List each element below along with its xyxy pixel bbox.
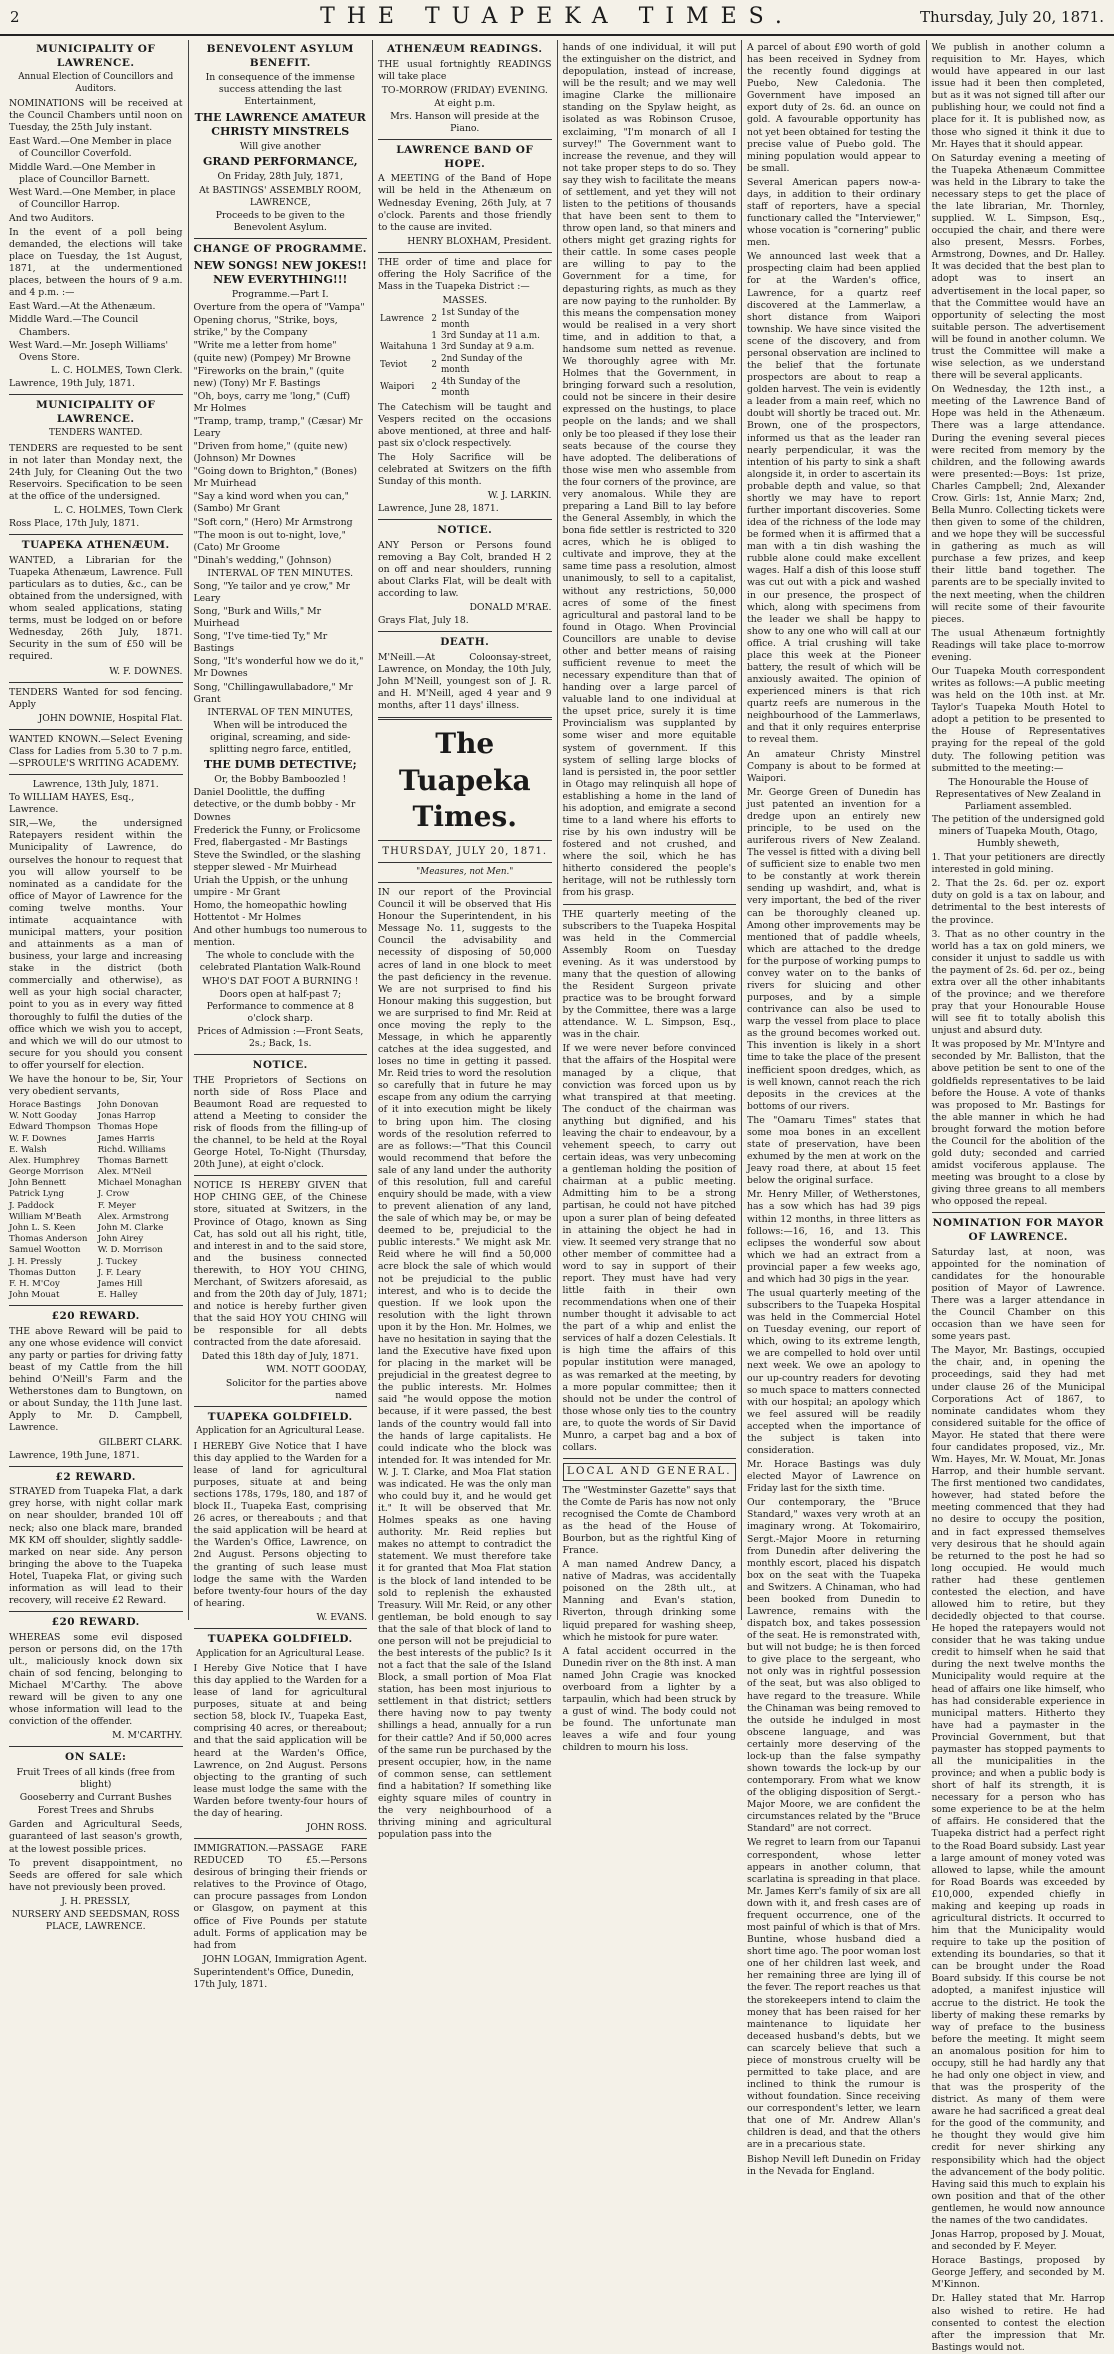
heading: NOTICE. <box>437 524 493 537</box>
column-6 <box>927 40 1111 2353</box>
divider <box>9 1611 183 1612</box>
subheading: Application for an Agricultural Lease. <box>196 1648 365 1659</box>
paragraph: THE order of time and place for offering the Holy Sacrifice of the Mass in the Tuapeka District :— <box>378 256 552 293</box>
news-item: An amateur Christy Minstrel Company is about to be formed at Waipori. <box>747 748 921 784</box>
divider <box>563 904 737 905</box>
paragraph: THE above Reward will be paid to any one whose evidence will convict any party or parties for driving fatty beast of my Cattle from the hill behind O'Neill's Farm and the Wetherstones dam to Bungtown, on or about Sunday, the 11th June last. Apply to Mr. D. Campbell, Lawrence. <box>9 1325 183 1434</box>
interval: INTERVAL OF TEN MINUTES. <box>207 567 354 579</box>
cell-place: Lawrence <box>380 313 424 324</box>
table-heading: MASSES. <box>442 295 488 307</box>
heading: TUAPEKA ATHENÆUM. <box>21 539 170 552</box>
cell-place <box>378 331 429 342</box>
paragraph: The Holy Sacrifice will be celebrated at Switzers on the fifth Sunday of this month. <box>378 451 552 488</box>
cell-count: 2 <box>431 359 437 370</box>
signature: GILBERT CLARK. <box>98 1436 183 1448</box>
place-item: Middle Ward.—The Council Chambers. <box>9 314 139 338</box>
farce-title: THE DUMB DETECTIVE; <box>203 758 357 771</box>
event-date: On Friday, 28th July, 1871, <box>217 171 344 183</box>
paragraph: WHO'S DAT FOOT A BURNING ! <box>202 975 359 987</box>
report-paragraph: Horace Bastings, proposed by George Jeffery, and seconded by M. M'Kinnon. <box>931 2255 1105 2291</box>
programme-item: "Say a kind word when you can," (Sambo) Mr Grant <box>193 491 349 515</box>
programme-item: Song, "I've time-tied Ty," Mr Bastings <box>193 631 328 655</box>
news-item: The "Oamaru Times" states that some moa bones in an excellent state of preservation, have been exhumed by the men at work on the Jeavy road there, at about 15 feet below the original surface. <box>747 1114 921 1187</box>
heading: NOMINATION FOR MAYOR OF LAWRENCE. <box>932 1217 1104 1244</box>
paragraph: WHEREAS some evil disposed person or persons did, on the 17th ult., maliciously knock down six chain of sod fencing, belonging to Michael M'Carthy. The above reward will be given to any one whose information will lead to the conviction of the offender. <box>9 1631 183 1728</box>
signature-detail: NURSERY AND SEEDSMAN, ROSS PLACE, LAWRENCE. <box>11 1908 180 1933</box>
paragraph: WANTED KNOWN.—Select Evening Class for Ladies from 5.30 to 7 p.m.—SPROULE'S WRITING ACADEMY. <box>9 733 183 769</box>
signature: W. F. DOWNES. <box>109 665 183 677</box>
paragraph: NOTICE IS HEREBY GIVEN that HOP CHING GEE, of the Chinese store, situated at Switzers, in the Province of Otago, known as Sing Cat, has sold out all his right, title, and interest in and to the said store, and the business connected therewith, to HOY YOU CHING, Merchant, of Switzers aforesaid, as and from the 20th day of July, 1871; and notice is hereby further given that the said HOY YOU CHING will be responsible for all debts contracted from the date aforesaid. <box>193 1180 367 1349</box>
table-row <box>378 354 552 377</box>
mass-schedule <box>378 308 552 399</box>
editorial-paragraph: If we were never before convinced that the affairs of the Hospital were managed by a clique, that conviction was forced upon us by what transpired at that meeting. The conduct of the chairman was anything but dignified, and his leaving the chair to endeavour, by a vehement speech, to carry out certain ideas, was very unbecoming a gentleman holding the position of chairman at a public meeting. Admitting him to be a strong partisan, he could not have pitched upon a surer plan of being defeated in attaining the object he had in view. It seemed very strange that no other member of committee had a word to say in support of their report. They must have had very little faith in their own recommendations when one of their number thought it advisable to act the part of a whip and enlist the services of half a dozen Celestials. It is high time the affairs of this popular institution were managed, as was remarked at the meeting, by a more popular committee; then it should not be under the control of those whose only ties to the country are, to quote the words of Sir David Munro, a carpet bag and a box of collars. <box>562 1043 736 1453</box>
divider <box>378 139 552 140</box>
heading: TUAPEKA GOLDFIELD. <box>207 1410 353 1423</box>
news-item: On Wednesday, the 12th inst., a meeting of the Lawrence Band of Hope was held in the Athenæum. There was a large attendance. During the evening several pieces were recited from memory by the children, and the following awards were presented:—Boys: 1st prize, Charles Campbell; 2nd, Alexander Crow. Girls: 1st, Annie Marx; 2nd, Bella Munro. Collecting tickets were then given to some of the children, and we hope they will be successful in gathering as much as will purchase a few prizes, and keep their little band together. The parents are to be specially invited to the next meeting, when the children will recite some of their favourite pieces. <box>931 384 1105 625</box>
cast-item: Frederick the Funny, or Frolicsome Fred, flabergasted - Mr Bastings <box>193 824 361 848</box>
cell-count: 2 <box>431 382 437 393</box>
columns <box>4 40 1110 2353</box>
signatory: F. H. M'Coy <box>9 1278 60 1289</box>
subheading: Application for an Agricultural Lease. <box>196 1426 365 1437</box>
petition-line: 3. That as no other country in the world has a tax on gold miners, we consider it unjust to saddle us with the payment of 2s. 6d. per oz., being extra over all the other inhabitants of the province; and we therefore pray that your Honourable House will see fit to totally abolish this unjust and absurd duty. <box>931 928 1105 1037</box>
news-item: A man named Andrew Dancy, a native of Madras, was accidentally poisoned on the 28th ult., at Manning and Evan's station, Riverton, through drinking some liquid prepared for washing sheep, which he mistook for pure water. <box>562 1559 736 1643</box>
programme-item: "Oh, boys, carry me 'long," (Cuff) Mr Holmes <box>193 390 351 414</box>
event-venue: At BASTINGS' ASSEMBLY ROOM, LAWRENCE, <box>199 184 362 208</box>
divider <box>563 1458 737 1459</box>
signatory: J. Paddock <box>9 1200 54 1211</box>
signatory: James Hill <box>97 1278 143 1289</box>
signatory: Michael Monaghan <box>97 1178 182 1189</box>
paragraph: Proceeds to be given to the Benevolent Asylum. <box>215 209 345 233</box>
divider <box>9 1466 183 1467</box>
news-item: The usual Athenæum fortnightly Readings will take place to-morrow evening. <box>931 627 1105 663</box>
paragraph: ANY Person or Persons found removing a Bay Colt, branded H 2 on off and near shoulders, running about Clarks Flat, will be dealt with according to law. <box>378 539 552 600</box>
signatory: Alex. Humphrey <box>9 1155 80 1166</box>
signatory: George Morrison <box>9 1167 84 1178</box>
editorial-masthead: The Tuapeka Times. <box>398 727 531 834</box>
paragraph: Or, the Bobby Bamboozled ! <box>214 774 347 786</box>
paragraph: Mrs. Hanson will preside at the Piano. <box>390 110 540 135</box>
cell-place: Waitahuna <box>380 342 428 353</box>
news-item: The usual quarterly meeting of the subscribers to the Tuapeka Hospital was held in the Commercial Hotel on Tuesday evening, our report of which, owing to its extreme length, we are compelled to hold over until next week. We owe an apology to our up-country readers for devoting so much space to matters connected with our hospital; an apology which we feel assured will be readily accepted when the importance of the subject is taken into consideration. <box>747 1287 921 1456</box>
column-2 <box>189 40 374 1990</box>
column-1 <box>4 40 189 1933</box>
signatory: John Mouat <box>9 1290 60 1301</box>
paragraph: TO-MORROW (FRIDAY) EVENING. <box>381 84 548 96</box>
paragraph: Doors open at half-past 7; Performance to commence at 8 o'clock sharp. <box>206 988 354 1024</box>
news-item: We regret to learn from our Tapanui correspondent, whose letter appears in another column, that scarlatina is spreading in that place. Mr. James Kerr's family of six are all down with it, and fresh cases are of frequent occurrence, one of the most painful of which is that of Mrs. Buntine, whose husband died a short time ago. The poor woman lost one of her children last week, and her remaining three are lying ill of the fever. The report reaches us that the storekeepers intend to claim the money that has been raised for her maintenance to liquidate her deceased husband's debts, but we can scarcely believe that such a piece of monstrous cruelty will be permitted to take place, and are inclined to think the rumour is without foundation. Since receiving our correspondent's letter, we learn that one of Mr. Andrew Allan's children is dead, and that the others are in a precarious state. <box>747 1837 921 2151</box>
editorial-paragraph: hands of one individual, it will put the extinguisher on the district, and depopulation, instead of increase, will be the result; and we may well imagine Clarke the millionaire standing on the Spylaw height, as isolated as was Robinson Crusoe, exclaiming, "I'm monarch of all I survey!" The Government want to increase the revenue, and they will not take proper steps to do so. They say they wish to facilitate the means of settlement, and yet they will not listen to the petitions of thousands that have been sent to them to throw open land, so that miners and others might get grazing rights for their cattle. In some cases people are willing to pay to the Government for a time, for depasturing rights, as much as they are now paying to the runholder. By this means the compensation money would be realised in a very short time, and in addition to that, a handsome sum netted as revenue. We thoroughly agree with Mr. Holmes that the Government, in bringing forward such a resolution, could not be sincere in their desire expressed on the hustings, to place people on the lands; and we shall only be too pleased if they lose their seats because of the course they have adopted. The deliberations of those wise men who assemble from the four corners of the province, are very anomalous. While they are preparing a Land Bill to lay before the General Assembly, in which the bona fide settler is restricted to 320 acres, which he is obliged to cultivate and improve, they at the same time pass a resolution, almost unanimously, to sell to a capitalist, without any restrictions, 50,000 acres of some of the finest agricultural and pastoral land to be found in Otago. When Provincial Councillors are unable to devise other and better means of raising sufficient revenue to meet the necessary expenditure than that of handing over a large parcel of valuable land to one individual at the upset price, surely it is time Provincialism was supplanted by some wiser and more equitable system of government. If this system of selling large blocks of land is persisted in, the poor settler in Otago may relinquish all hope of establishing a home in the land of his adoption, and emigrate a second time to a land where his efforts to rise by his own industry will be fostered and not crushed, and where the soil, which he has hitherto considered the people's heritage, will not be ruthlessly torn from his grasp. <box>562 42 736 899</box>
signatory: Horace Bastings <box>9 1100 82 1111</box>
news-item: Mr. George Green of Dunedin has just patented an invention for a dredge upon an entirely new principle, to be used on the auriferous rivers of New Zealand. The vessel is fitted with a diving bell of sufficient size to enable two men to be constantly at work therein sending up washdirt, and, what is very important, the bed of the river can be thoroughly cleaned up. Among other improvements may be mentioned that of paddle wheels, which are attached to the dredge for the purpose of working pumps to convey water on to the banks of rivers for sluicing and other purposes, and by a simple contrivance can also be used to warp the vessel from place to place as the ground becomes worked out. This invention is likely in a short time to take the place of the present inefficient spoon dredges, which, as is well known, cannot reach the rich deposits in the crevices at the bottoms of our rivers. <box>747 786 921 1112</box>
paragraph: THE Proprietors of Sections on north side of Ross Place and Beaumont Road are requested to attend a Meeting to consider the risk of floods from the filling-up of the channel, to be held at the Royal George Hotel, To-Night (Thursday, 20th June), at eight o'clock. <box>193 1074 367 1171</box>
signatory: F. Meyer <box>97 1200 136 1211</box>
news-item: Mr. Henry Miller, of Wetherstones, has a sow which has had 39 pigs within 12 months, in three litters as follows:—16, 16, and 13. This eclipses the wonderful sow about which we had an extract from a provincial paper a few weeks ago, and which had 30 pigs in the year. <box>747 1189 921 1285</box>
cast-item: And other humbugs too numerous to mention. <box>193 925 368 949</box>
divider <box>378 252 552 253</box>
cell-when: 2nd Sunday of the month <box>440 353 523 376</box>
paragraph: In consequence of the immense success attending the last Entertainment, <box>205 72 355 108</box>
page-number: 2 <box>10 8 20 26</box>
news-item: Several American papers now-a-days, in addition to their ordinary staff of reporters, have a special functionary called the "Interviewer," whose vocation is "cornering" public men. <box>747 176 921 249</box>
paragraph: WANTED, a Librarian for the Tuapeka Athenæum, Lawrence. Full particulars as to duties, &c., can be obtained from the undersigned, with whom sealed applications, stating terms, must be lodged on or before Wednesday, 26th July, 1871. Security in the sum of £50 will be required. <box>9 554 183 663</box>
sale-item: Gooseberry and Currant Bushes <box>19 1792 172 1804</box>
divider <box>9 729 183 730</box>
table-row <box>378 342 552 353</box>
dateline: Lawrence, 19th July, 1871. <box>9 377 135 389</box>
heading: ATHENÆUM READINGS. <box>386 43 543 55</box>
paragraph: At eight p.m. <box>434 97 496 109</box>
signature: HENRY BLOXHAM, President. <box>407 235 552 247</box>
paragraph: THE usual fortnightly READINGS will take place <box>378 58 552 82</box>
divider <box>194 1175 368 1176</box>
dateline: Lawrence, 13th July, 1871. <box>32 779 159 791</box>
signatory: John M. Clarke <box>97 1222 164 1233</box>
paragraph: STRAYED from Tuapeka Flat, a dark grey horse, with night collar mark on near shoulder, branded 10l off neck; also one black mare, branded MK KM off shoulder, slightly saddle-marked on near side. Any person bringing the above to the Tuapeka Hotel, Tuapeka Flat, or giving such information as will lead to their recovery, will receive £2 Reward. <box>9 1486 183 1607</box>
paragraph: TENDERS are requested to be sent in not later than Monday next, the 24th July, for Cleaning Out the two Reservoirs. Specification to be seen at the office of the undersigned. <box>9 442 183 502</box>
cell-when: 1st Sunday of the month <box>440 308 520 330</box>
cell-count: 2 <box>431 313 437 324</box>
signatory: Thomas Dutton <box>9 1267 76 1278</box>
signatory: J. H. Pressly <box>9 1256 62 1267</box>
cell-when: 3rd Sunday at 9 a.m. <box>440 342 535 353</box>
programme-item: Opening chorus, "Strike, boys, strike," by the Company <box>193 315 338 339</box>
news-item: A parcel of about £90 worth of gold has been received in Sydney from the recently found diggings at Puebo, New Caledonia. The Government have imposed an export duty of 2s. 6d. an ounce on gold. A favourable opportunity has not yet been obtained for testing the precise value of Puebo gold. The mining population would appear to be small. <box>747 42 921 174</box>
paragraph: When will be introduced the original, screaming, and side-splitting negro farce, entitled, <box>209 719 352 755</box>
signature: JOHN DOWNIE, Hospital Flat. <box>38 712 183 724</box>
signatory: W. F. Downes <box>9 1133 67 1144</box>
signatory: Thomas Anderson <box>9 1234 88 1245</box>
signatory: John Bennett <box>9 1178 66 1189</box>
editorial-motto: "Measures, not Men." <box>416 866 514 877</box>
paragraph: SIR,—We, the undersigned Ratepayers resident within the Municipality of Lawrence, do ourselves the honour to request that you will allow yourself to be nominated as a candidate for the office of Mayor of Lawrence for the coming twelve months. Your intimate acquaintance with municipal matters, your position and attainments as a man of business, your large and increasing stake in the district (both commercially and otherwise), as well as your high social character, point to you as in every way fitted thoroughly to fulfil the duties of the office which we wish you to accept, and which we will do our utmost to secure for you should you consent to offer yourself for election. <box>9 818 183 1071</box>
dateline: Lawrence, 19th June, 1871. <box>9 1449 140 1461</box>
cast-item: Daniel Doolittle, the duffing detective, or the dumb bobby - Mr Downes <box>193 787 356 823</box>
heading: MUNICIPALITY OF LAWRENCE. <box>36 43 156 69</box>
heading: MUNICIPALITY OF LAWRENCE. <box>36 398 156 425</box>
programme-item: Song, "Chillingawullabadore," Mr Grant <box>193 681 353 705</box>
addressee: To WILLIAM HAYES, Esq., Lawrence. <box>9 792 135 816</box>
divider <box>194 1406 368 1407</box>
signatory: John Donovan <box>97 1100 159 1111</box>
signatory: W. D. Morrison <box>97 1245 163 1256</box>
signatory: Thomas Barnett <box>97 1155 168 1166</box>
cast-item: Uriah the Uppish, or the unhung umpire - Mr Grant <box>193 874 348 898</box>
signatory: John L. S. Keen <box>9 1222 76 1233</box>
dateline: Dated this 18th day of July, 1871. <box>201 1351 359 1363</box>
sale-item: Forest Trees and Shrubs <box>37 1805 154 1817</box>
petition-line: The petition of the undersigned gold miners of Tuapeka Mouth, Otago, Humbly sheweth, <box>931 813 1105 850</box>
divider <box>194 1628 368 1629</box>
signatory: Alex. Armstrong <box>97 1211 169 1222</box>
signature-detail: Solicitor for the parties above named <box>225 1377 367 1401</box>
sale-item: Fruit Trees of all kinds (free from blight) <box>16 1767 175 1791</box>
signature: DONALD M'RAE. <box>469 602 552 614</box>
divider <box>378 717 552 720</box>
issue-date: Thursday, July 20, 1871. <box>919 8 1104 26</box>
paragraph: IMMIGRATION.—PASSAGE FARE REDUCED TO £5.—Persons desirous of bringing their friends or relatives to the Province of Otago, can procure passages from London or Glasgow, on payment at this office of Five Pounds per statute adult. Forms of application may be had from <box>193 1843 367 1951</box>
cell-place: Teviot <box>380 359 408 370</box>
signatory: E. Halley <box>97 1290 138 1301</box>
petition-line: 1. That your petitioners are directly interested in gold mining. <box>931 852 1105 876</box>
signatory: J. F. Leary <box>97 1267 141 1278</box>
news-item: Our Tuapeka Mouth correspondent writes as follows:—A public meeting was held on the 10th inst. at Mr. Taylor's Tuapeka Mouth Hotel to adopt a petition to be presented to the House of Representatives praying for the repeal of the gold duty. The following petition was submitted to the meeting:— <box>931 665 1105 774</box>
divider <box>378 882 552 883</box>
paragraph: NOMINATIONS will be received at the Council Chambers until noon on Tuesday, the 25th July instant. <box>9 98 183 134</box>
dateline: Ross Place, 17th July, 1871. <box>9 518 140 530</box>
signature: JOHN ROSS. <box>306 1822 367 1833</box>
divider <box>194 1054 368 1055</box>
divider <box>378 631 552 632</box>
news-item: On Saturday evening a meeting of the Tuapeka Athenæum Committee was held in the Library to take the necessary steps to get the place of the late librarian, Mr. Thornley, supplied. W. L. Simpson, Esq., occupied the chair, and there were also present, Messrs. Forbes, Armstrong, Downes, and Dr. Halley. It was decided that the best plan to adopt was to insert an advertisement in the local paper, so that the Committee would have an opportunity of selecting the most suitable person. The advertisement will be found in another column. We trust the Committee will make a wise selection, as we understand there will be several applicants. <box>931 152 1105 382</box>
ward-item: East Ward.—One Member in place of Councillor Coverfold. <box>9 136 172 160</box>
table-row <box>378 377 552 400</box>
paragraph: TENDERS Wanted for sod fencing. Apply <box>9 686 183 710</box>
programme-item: "Soft corn," (Hero) Mr Armstrong <box>193 516 353 528</box>
cell-count: 1 <box>431 342 437 353</box>
paragraph: Garden and Agricultural Seeds, guaranteed of last season's growth, at the lowest possible prices. <box>9 1819 183 1855</box>
programme-item: Song, "It's wonderful how we do it," Mr Downes <box>193 656 364 680</box>
signatory: Thomas Hope <box>97 1122 158 1133</box>
cell-when: 4th Sunday of the month <box>440 376 521 399</box>
signature: W. J. LARKIN. <box>487 490 552 502</box>
report-paragraph: Dr. Halley stated that Mr. Harrop also wished to retire. He had consented to contest the election after the impression that Mr. Bastings would not. <box>931 2293 1105 2353</box>
subheading: Programme.—Part I. <box>231 289 329 301</box>
editorial-paragraph: IN our report of the Provincial Council it will be observed that His Honour the Superintendent, in his Message No. 11, suggests to the Council the advisability and necessity of disposing of 50,000 acres of land in one block to meet the past deficiency in the revenue. We are not surprised to find his Honour making this suggestion, but we are surprised to find Mr. Reid at once moving the reply to the Message, in which he apparently catches at the idea suggested, and loses no time in getting it passed. Mr. Reid tries to word the resolution so carefully that in future he may escape from any odium the carrying of it into execution might be likely to bring upon him. The closing words of the resolution referred to are as follows:—"That this Council would recommend that before the sale of any land under the authority of this resolution, full and careful enquiry should be made, with a view to prevent alienation of any land, the sale of which may be, or may be deemed to be, prejudicial to the public interests." We might ask Mr. Reid where he will find a 50,000 acre block the sale of which would not be prejudicial to the public interest, and who is to decide the question. If we look upon the resolution with the light thrown upon it by the Hon. Mr. Holmes, we have no hesitation in saying that the land the Executive have fixed upon for placing in the market will be prejudicial in the greatest degree to the public interests. Mr. Holmes said "he would oppose the motion because, if it were passed, the best lands of the country would fall into the hands of large capitalists. He could indicate who the block was intended for. It was intended for Mr. W. J. T. Clarke, and Moa Flat station was indicated. He was the only man who could buy it, and he would get it." It will be observed that Mr. Holmes speaks as one having authority. Mr. Reid replies but makes no attempt to contradict the statement. We must therefore take it for granted that Moa Flat station is the block of land intended to be sold to replenish the exhausted Treasury. Will Mr. Reid, or any other gentleman, be bold enough to say that the sale of that block of land to one person will not be prejudicial to the best interests of the public? Is it not a fact that the sale of the Island Block, a small portion of Moa Flat station, has been most injurious to settlement in that district; settlers there having now to pay twenty shillings a head, annually for a run for their cattle? And if 50,000 acres of the same run be purchased by the present occupier, how, in the name of common sense, can settlement find a habitation? If something like eighty square miles of country in the very neighbourhood of a thriving mining and agricultural population pass into the <box>378 887 552 1841</box>
section-heading: LOCAL AND GENERAL. <box>563 1463 737 1481</box>
divider <box>378 519 552 520</box>
heading: £20 REWARD. <box>51 1616 140 1629</box>
news-item: It was proposed by Mr. M'Intyre and seconded by Mr. Balliston, that the above petition be sent to one of the goldfields representatives to be laid before the House. A vote of thanks was proposed to Mr. Bastings for the able manner in which he had brought forward the motion before the Council for the abolition of the gold duty; seconded and carried amidst vociferous applause. The meeting was brought to a close by giving three greans to all members who opposed the repeal. <box>931 1039 1105 1208</box>
divider <box>378 840 552 841</box>
masthead <box>0 0 1114 36</box>
troupe-name: THE LAWRENCE AMATEUR CHRISTY MINSTRELS <box>194 110 366 138</box>
signatory: W. Nott Gooday <box>9 1111 77 1122</box>
news-item: Mr. Horace Bastings was duly elected Mayor of Lawrence on Friday last for the sixth time. <box>747 1459 921 1495</box>
paragraph: M'Neill.—At Coloonsay-street, Lawrence, on Monday, the 10th July, John M'Neill, youngest son of J. R. and H. M'Neill, aged 4 year and 9 months, after 11 days' illness. <box>378 652 552 712</box>
programme-item: "Driven from home," (quite new) (Johnson) Mr Downes <box>193 441 348 465</box>
signature: W. EVANS. <box>316 1611 367 1623</box>
interval: INTERVAL OF TEN MINUTES, <box>207 706 354 718</box>
news-item: We announced last week that a prospecting claim had been applied for at the Warden's office, Lawrence, for a quartz reef discovered at the Lammerlaw, a short distance from Waipori township. We have since visited the scene of the discovery, and from personal observation are inclined to the belief that the fortunate prospectors are about to reap a golden harvest. The vein is evidently a leader from a main reef, which no doubt will shortly be traced out. Mr. Brown, one of the prospectors, informed us that as the leader ran nearly perpendicular, it was the intention of his party to sink a shaft alongside it, in order to ascertain its probable depth and value, so that shortly we may have to report further important discoveries. Some idea of the richness of the lode may be formed when it is affirmed that a man with a tin dish washing the rubble alone could make excellent wages. Half a dish of this loose stuff was cut out with a pick and washed in our presence, the prospect of which, along with specimens from the leader we shall be happy to show to any one who will call at our office. A trial crushing will take place this week at the Pioneer battery, the result of which will be anxiously awaited. The opinion of experienced miners is that rich quartz reefs are numerous in the neighbourhood of the Lammerlaws, and that it only requires enterprise to reveal them. <box>747 251 921 746</box>
report-paragraph: The Mayor, Mr. Bastings, occupied the chair, and, in opening the proceedings, said they had met under clause 26 of the Municipal Corporations Act of 1867, to nominate candidates whom they considered suitable for the office of Mayor. He stated that there were four candidates proposed, viz., Mr. Wm. Hayes, Mr. W. Mouat, Mr. Jonas Harrop, and their humble servant. The first mentioned two candidates, however, had stated before the meeting commenced that they had no desire to occupy the position, and in fact expressed themselves very desirous that he should again be returned to the post he had so long occupied. He would much rather had these gentlemen contested the election, and have allowed him to retire, but they decidedly objected to that course. He hoped the ratepayers would not consider that he was taking undue credit to himself when he said that during the next twelve months the Municipality would require at the head of affairs one like himself, who has had considerable experience in municipal matters. Hitherto they have had a paymaster in the Provincial Government, but that paymaster has stopped payments to all the municipalities in the province; and when a public body is short of half its strength, it is necessary for a person who has some experience to be at the helm of affairs. He considered that the Tuapeka district had a perfect right to the Road Board subsidy. Last year a large amount of money voted was allowed to lapse, while the amount for Road Boards was exceeded by £10,000, expended chiefly in making and keeping up roads in agricultural districts. It occurred to him that the Municipality would require to take up the position of extending its boundaries, so that it can be brought under the Road Board subsidy. If this course be not adopted, a manifest injustice will accrue to the district. He took the liberty of making these remarks by way of preface to the business before the meeting. It might seem an anomalous position for him to occupy, still he had hardly any that he had only one object in view, and that was the prosperity of the district. As many of them were aware he had sacrificed a great deal for the good of the community, and he thought they would give him credit for never shirking any responsibility which had the object the advancement of the body politic. Having said this much to explain his own position and that of the other gentlemen, he would now announce the names of the two candidates. <box>931 1345 1105 2226</box>
dateline: Grays Flat, July 18. <box>378 615 469 627</box>
cell-count: 1 <box>431 331 437 342</box>
signature: M. M'CARTHY. <box>112 1730 183 1742</box>
programme-item: Song, "Ye tailor and ye crow," Mr Leary <box>193 580 350 604</box>
signature: WM. NOTT GOODAY, <box>266 1364 367 1376</box>
heading: LAWRENCE BAND OF HOPE. <box>396 144 534 170</box>
paragraph: I Hereby Give Notice that I have this day applied to the Warden for a lease of land for agricultural purposes, situate at and being section 58, block IV., Tuapeka East, comprising 40 acres, or thereabout; and that the said application will be heard at the Warden's Office, Lawrence, on 2nd August. Persons objecting to the granting of such lease must lodge the same with the Warden before twenty-four hours of the day of hearing. <box>193 1662 367 1819</box>
ward-item: Middle Ward.—One Member in place of Councillor Barnett. <box>9 161 156 185</box>
paragraph: I HEREBY Give Notice that I have this day applied to the Warden for a lease of land for agricultural purposes, situate at and being sections 178s, 179s, 180, and 187 of block II., Tuapeka East, comprising 26 acres, or thereabouts ; and that the said application will be heard at the Warden's Office, Lawrence, on 2nd August. Persons objecting to the granting of such lease must lodge the same with the Warden before twenty-four hours of the day of hearing. <box>193 1440 367 1609</box>
table-row <box>378 331 552 342</box>
paragraph: Will give another <box>239 141 321 153</box>
programme-item: "Write me a letter from home" (quite new) (Pompey) Mr Browne <box>193 340 351 364</box>
paragraph: The Catechism will be taught and Vespers recited on the occasions above mentioned, at three and half-past six o'clock respectively. <box>378 401 552 449</box>
programme-item: "Tramp, tramp, tramp," (Cæsar) Mr Leary <box>193 415 363 439</box>
table-row <box>378 308 552 331</box>
paragraph: We have the honour to be, Sir, Your very obedient servants, <box>9 1073 183 1098</box>
report-paragraph: Saturday last, at noon, was appointed for the nomination of candidates for the honourable position of Mayor of Lawrence. There was a larger attendance in the Council Chamber on this occasion than we have seen for some years past. <box>931 1246 1105 1343</box>
news-item: The "Westminster Gazette" says that the Comte de Paris has now not only recognised the Comte de Chambord as the head of the House of Bourbon, but as the rightful King of France. <box>562 1484 736 1557</box>
paragraph: A MEETING of the Band of Hope will be held in the Athenæum on Wednesday Evening, 26th July, at 7 o'clock. Parents and those friendly to the cause are invited. <box>378 173 552 233</box>
signatory: Edward Thompson <box>9 1122 91 1133</box>
divider <box>9 534 183 535</box>
programme-item: "Fireworks on the brain," (quite new) (Tony) Mr F. Bastings <box>193 365 345 389</box>
paragraph: And two Auditors. <box>9 212 94 224</box>
signatory-list <box>9 1100 183 1301</box>
editorial-date: THURSDAY, JULY 20, 1871. <box>382 845 548 857</box>
news-item: A fatal accident occurred in the Dunedin river on the 8th inst. A man named John Cragie was knocked overboard from a lighter by a tarpaulin, which had been struck by a gust of wind. The body could not be found. The unfortunate man leaves a wife and four young children to mourn his loss. <box>562 1645 736 1754</box>
divider <box>9 1305 183 1306</box>
programme-item: Song, "Burk and Wills," Mr Muirhead <box>193 606 322 630</box>
signatory: J. Crow <box>97 1189 130 1200</box>
heading: NEW SONGS! NEW JOKES!! NEW EVERYTHING!!! <box>193 258 367 286</box>
column-4 <box>558 40 743 1754</box>
cast-item: Steve the Swindled, or the slashing stepper slewed - Mr Muirhead <box>193 849 361 873</box>
divider <box>9 394 183 395</box>
paragraph: In the event of a poll being demanded, the elections will take place on Tuesday, the 1st August, 1871, at the undermentioned places, between the hours of 9 a.m. and 4 p.m. :— <box>9 226 183 299</box>
news-item: We publish in another column a requisition to Mr. Hayes, which would have appeared in our last issue had it been then completed, but as it was not signed till after our publishing hour, we could not find a place for it. It is published now, as those who signed it think it due to Mr. Hayes that it should appear. <box>931 42 1105 150</box>
petition-line: The Honourable the House of Representatives of New Zealand in Parliament assembled. <box>935 776 1102 812</box>
divider <box>378 862 552 863</box>
heading: DEATH. <box>440 636 490 649</box>
cast-item: Homo, the homeopathic howling Hottentot - Mr Holmes <box>193 900 347 924</box>
signature: L. C. HOLMES, Town Clerk <box>53 505 183 517</box>
cell-when: 3rd Sunday at 11 a.m. <box>440 331 540 342</box>
signatory: Alex. M'Neil <box>97 1167 152 1178</box>
divider <box>194 238 368 239</box>
paragraph: To prevent disappointment, no Seeds are offered for sale which have not previously been proved. <box>9 1857 183 1893</box>
signature: J. H. PRESSLY, <box>61 1895 131 1907</box>
signatory: E. Walsh <box>9 1144 47 1155</box>
divider <box>932 1212 1106 1213</box>
divider <box>194 1838 368 1839</box>
signatory: Samuel Wootton <box>9 1245 81 1256</box>
place-item: West Ward.—Mr. Joseph Williams' Ovens Store. <box>9 339 169 363</box>
programme-item: "Going down to Brighton," (Bones) Mr Muirhead <box>193 466 358 490</box>
subheading: Annual Election of Councillors and Auditors. <box>18 72 174 94</box>
heading: NOTICE. <box>252 1059 308 1072</box>
subheading: TENDERS WANTED. <box>49 428 143 439</box>
divider <box>9 682 183 683</box>
news-item: Bishop Nevill left Dunedin on Friday in the Nevada for England. <box>747 2153 921 2177</box>
signatory: Patrick Lyng <box>9 1189 65 1200</box>
heading: £2 REWARD. <box>55 1470 136 1483</box>
dateline: Superintendent's Office, Dunedin, 17th July, 1871. <box>193 1966 355 1990</box>
petition-line: 2. That the 2s. 6d. per oz. export duty on gold is a tax on labour, and detrimental to the best interests of the province. <box>931 878 1105 926</box>
editorial-paragraph: THE quarterly meeting of the subscribers to the Tuapeka Hospital was held in the Commercial Assembly Room on Tuesday evening. As it was understood by many that the question of allowing the Resident Surgeon private practice was to be brought forward by the Committee, there was a large attendance. W. L. Simpson, Esq., was in the chair. <box>562 908 736 1041</box>
news-item: Our contemporary, the "Bruce Standard," waxes very wroth at an imaginary wrong. At Tokomairiro, Sergt.-Major Moore in returning from Dunedin after delivering the monthly escort, placed his dispatch box on the seat with the Tuapeka and Switzers. A Chinaman, who had been booked from Dunedin to Lawrence, remains with the dispatch box, and takes possession of the seat. He is remonstrated with, but will not budge; he is then forced to give place to the sergeant, who not only was in rightful possession of the seat, but was also obliged to have regard to the treasure. While the Chinaman was being removed to the outside he indulged in most obscene language, and was certainly more deserving of the lock-up than the false sympathy shown towards the lock-up by our contemporary. From what we know of the obliging disposition of Sergt.-Major Moore, we are confident the circumstances related by the "Bruce Standard" are not correct. <box>747 1497 921 1835</box>
event-title: GRAND PERFORMANCE, <box>202 155 358 169</box>
place-item: East Ward.—At the Athenæum. <box>9 301 156 313</box>
newspaper-title: THE TUAPEKA TIMES. <box>320 4 794 29</box>
heading: CHANGE OF PROGRAMME. <box>193 242 367 255</box>
paragraph: The whole to conclude with the celebrated Plantation Walk-Round <box>199 950 361 974</box>
ward-item: West Ward.—One Member, in place of Councillor Harrop. <box>9 186 176 210</box>
signatory: John Airey <box>97 1234 144 1245</box>
heading: £20 REWARD. <box>51 1310 140 1323</box>
heading: BENEVOLENT ASYLUM BENEFIT. <box>206 43 354 69</box>
signatory: William M'Beath <box>9 1211 82 1222</box>
column-5 <box>742 40 927 2177</box>
dateline: Lawrence, June 28, 1871. <box>378 503 499 515</box>
report-paragraph: Jonas Harrop, proposed by J. Mouat, and seconded by F. Meyer. <box>931 2229 1105 2253</box>
programme-item: "The moon is out to-night, love," (Cato) Mr Groome <box>193 529 346 553</box>
heading: TUAPEKA GOLDFIELD. <box>207 1632 353 1645</box>
paragraph: Prices of Admission :—Front Seats, 2s.; Back, 1s. <box>197 1025 364 1049</box>
signatory: J. Tuckey <box>97 1256 138 1267</box>
signatory: Richd. Williams <box>97 1144 166 1155</box>
signatory: James Harris <box>97 1133 155 1144</box>
divider <box>9 774 183 775</box>
signature: L. C. HOLMES, Town Clerk. <box>50 364 183 376</box>
programme-item: "Dinah's wedding," (Johnson) <box>193 554 332 566</box>
signature: JOHN LOGAN, Immigration Agent. <box>202 1953 367 1965</box>
divider <box>9 1746 183 1747</box>
programme-item: Overture from the opera of "Vampa" <box>193 302 365 314</box>
cell-place: Waipori <box>380 382 415 393</box>
signatory: Jonas Harrop <box>97 1111 156 1122</box>
column-3 <box>373 40 558 1841</box>
heading: ON SALE: <box>65 1751 127 1764</box>
